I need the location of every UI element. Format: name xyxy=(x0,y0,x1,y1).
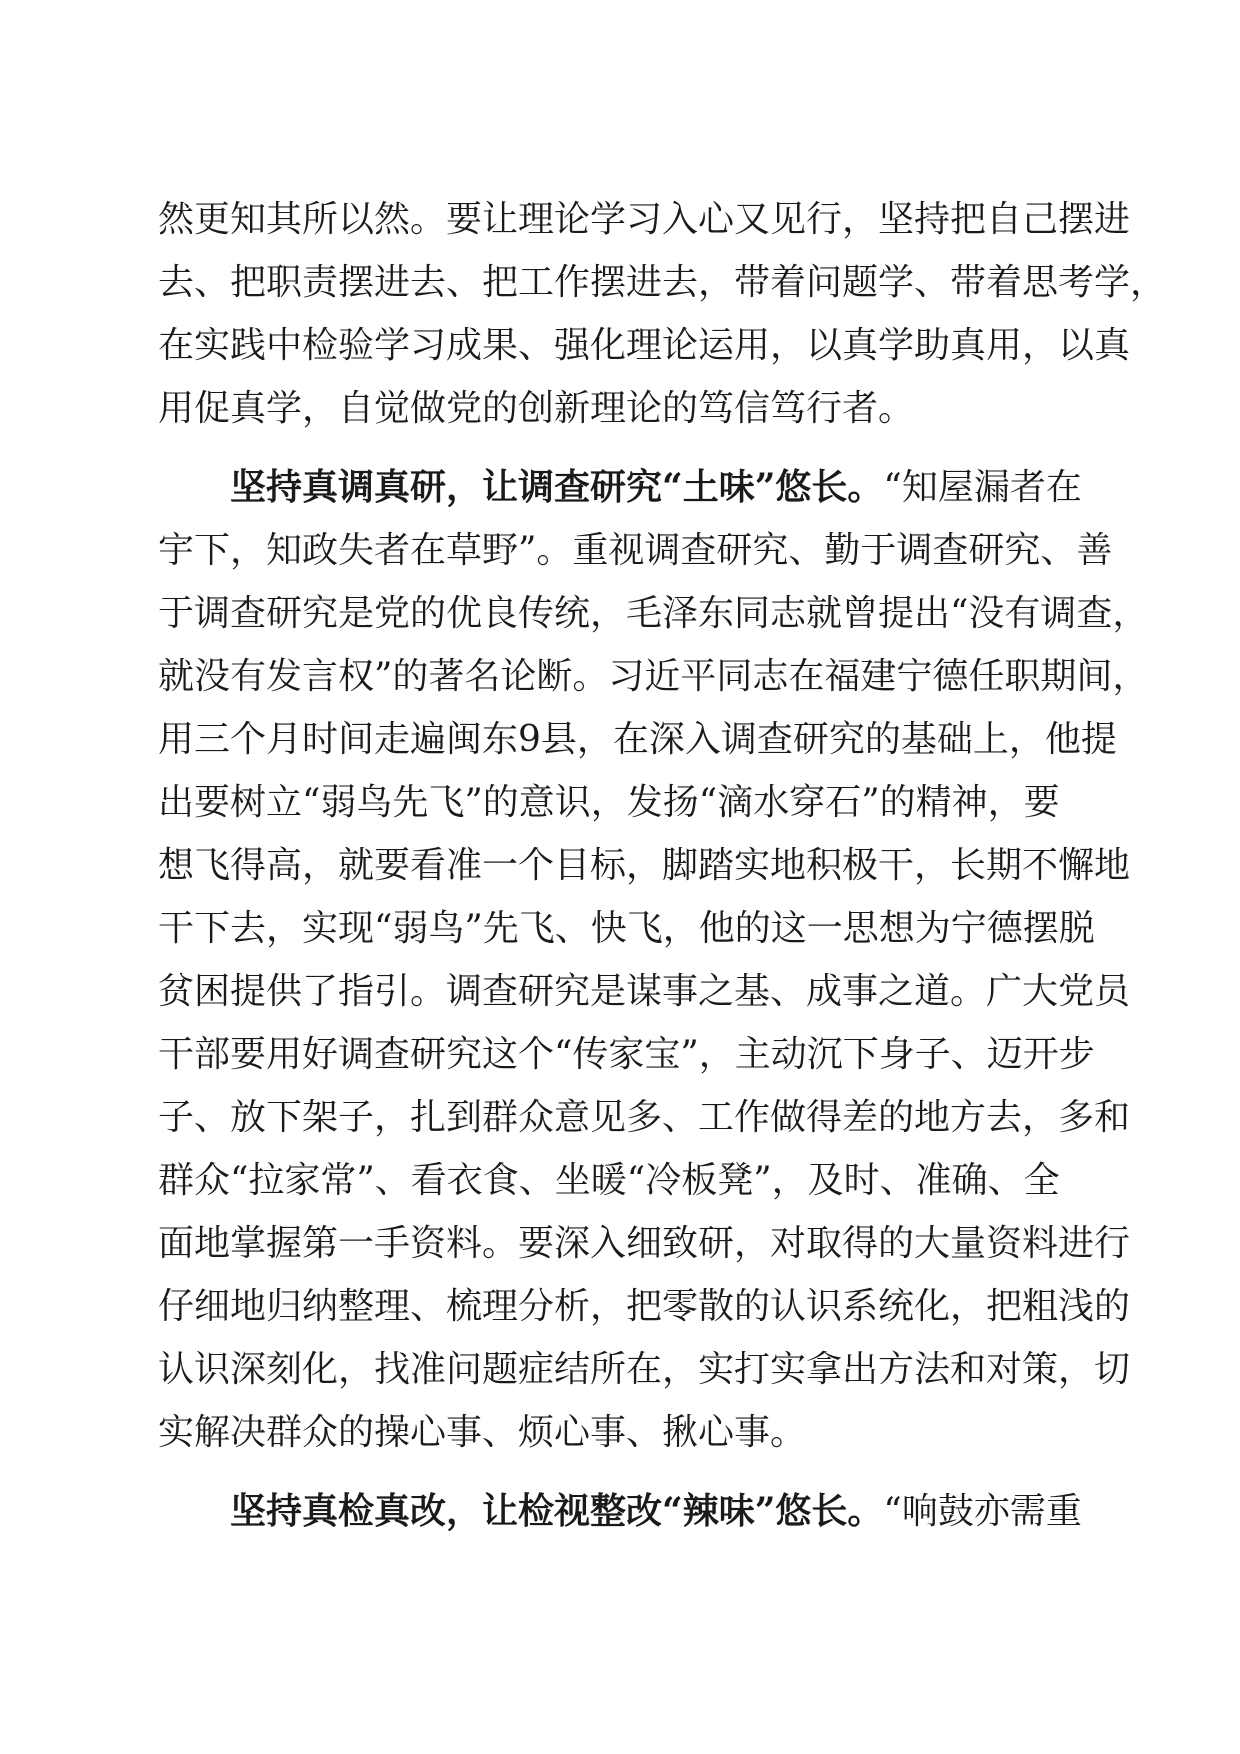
paragraph-line: 用促真学，自觉做党的创新理论的笃信笃行者。 xyxy=(158,388,915,429)
paragraph-line: 群众“拉家常”、看衣食、坐暖“冷板凳”，及时、准确、全 xyxy=(158,1160,1060,1201)
document-body xyxy=(158,188,1167,1543)
paragraph-line: 干下去，实现“弱鸟”先飞、快飞，他的这一思想为宁德摆脱 xyxy=(158,908,1095,949)
paragraph-1 xyxy=(158,188,1167,440)
section-heading: 坚持真调真研，让调查研究“土味”悠长。 xyxy=(230,466,884,508)
paragraph-2 xyxy=(158,456,1149,1464)
paragraph-line: 贫困提供了指引。调查研究是谋事之基、成事之道。广大党员 xyxy=(158,971,1131,1012)
paragraph-text: “响鼓亦需重 xyxy=(883,1491,1082,1532)
paragraph-3 xyxy=(158,1480,1088,1543)
paragraph-line: 面地掌握第一手资料。要深入细致研，对取得的大量资料进行 xyxy=(158,1223,1131,1264)
paragraph-line: 用三个月时间走遍闽东9县，在深入调查研究的基础上，他提 xyxy=(158,719,1117,760)
paragraph-line: 去、把职责摆进去、把工作摆进去，带着问题学、带着思考学， xyxy=(158,262,1167,303)
paragraph-line: 实解决群众的操心事、烦心事、揪心事。 xyxy=(158,1412,807,1453)
paragraph-line: 想飞得高，就要看准一个目标，脚踏实地积极干，长期不懈地 xyxy=(158,845,1131,886)
paragraph-line: 就没有发言权”的著名论断。习近平同志在福建宁德任职期间， xyxy=(158,656,1149,697)
paragraph-line: 宇下，知政失者在草野”。重视调查研究、勤于调查研究、善 xyxy=(158,530,1113,571)
paragraph-line: 干部要用好调查研究这个“传家宝”，主动沉下身子、迈开步 xyxy=(158,1034,1095,1075)
section-heading: 坚持真检真改，让检视整改“辣味”悠长。 xyxy=(230,1490,884,1532)
paragraph-line: 出要树立“弱鸟先飞”的意识，发扬“滴水穿石”的精神，要 xyxy=(158,782,1060,823)
paragraph-line: 在实践中检验学习成果、强化理论运用，以真学助真用，以真 xyxy=(158,325,1131,366)
paragraph-line: 于调查研究是党的优良传统，毛泽东同志就曾提出“没有调查， xyxy=(158,593,1149,634)
paragraph-line: 然更知其所以然。要让理论学习入心又见行，坚持把自己摆进 xyxy=(158,199,1131,240)
paragraph-first-line xyxy=(158,1480,1088,1543)
paragraph-line: 认识深刻化，找准问题症结所在，实打实拿出方法和对策，切 xyxy=(158,1349,1131,1390)
paragraph-first-line xyxy=(158,456,1088,519)
paragraph-line: 仔细地归纳整理、梳理分析，把零散的认识系统化，把粗浅的 xyxy=(158,1286,1131,1327)
paragraph-line: 子、放下架子，扎到群众意见多、工作做得差的地方去，多和 xyxy=(158,1097,1131,1138)
paragraph-text: “知屋漏者在 xyxy=(883,467,1082,508)
